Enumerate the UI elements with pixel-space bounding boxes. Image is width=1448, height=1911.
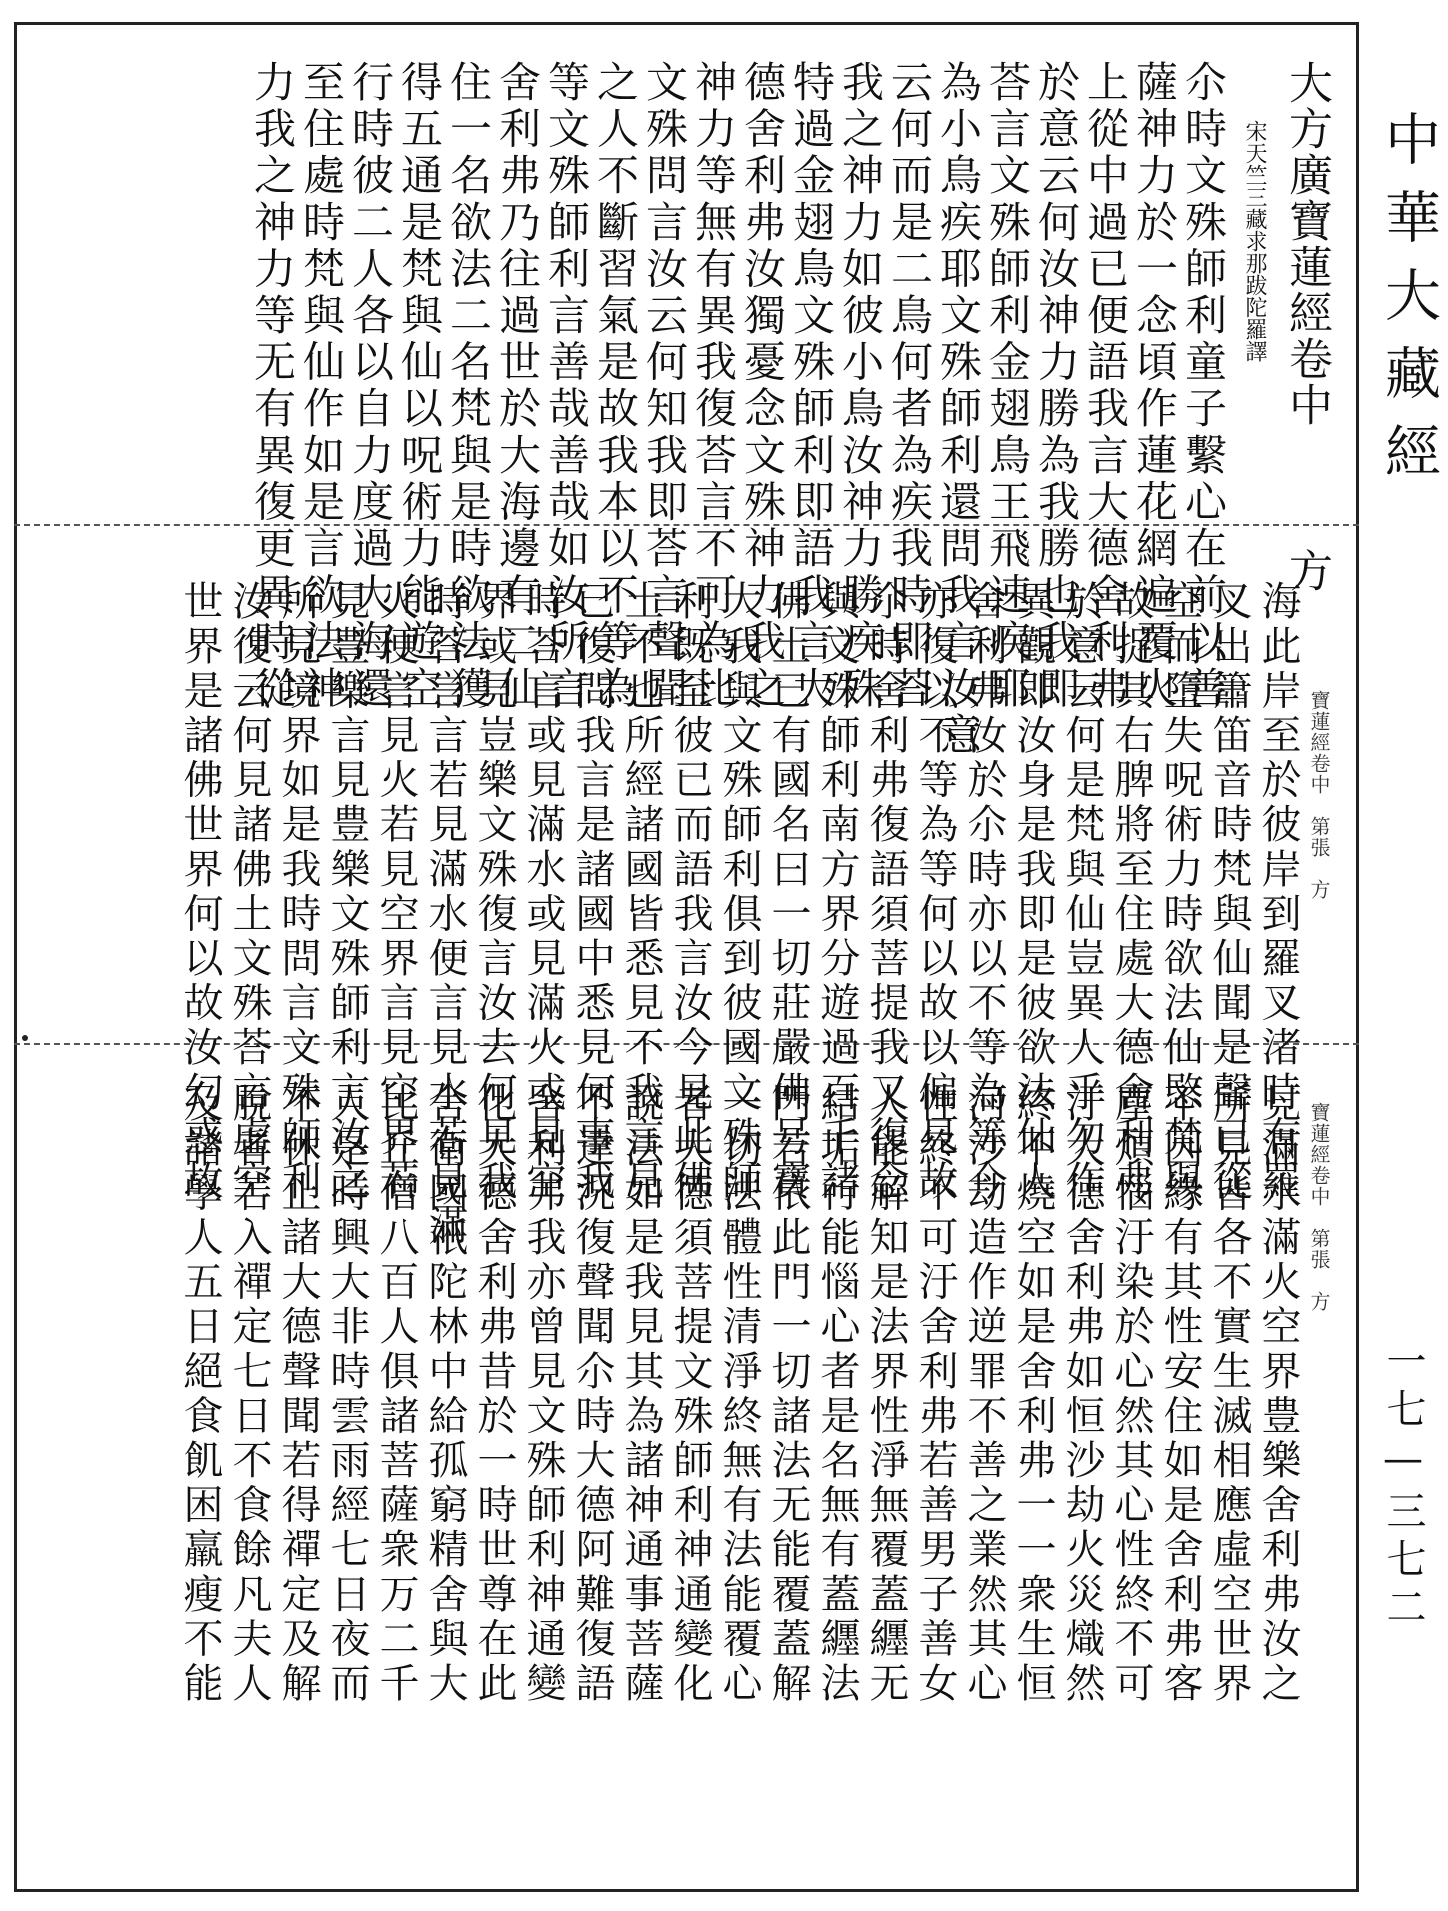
text-column: 至住處時梵與仙作如是言欲法神 bbox=[297, 60, 346, 713]
text-column: 上從中過已便語我言大德舍利弗 bbox=[1081, 60, 1130, 713]
text-column: 神力等無有異我復荅言不可為比 bbox=[689, 60, 738, 713]
text-column: 文殊問言汝云何知我即荅言聲聞 bbox=[640, 60, 689, 713]
sutra-title-tail: 方 bbox=[1281, 548, 1332, 594]
text-column: 所見皆各不實生滅相應虛空世界 bbox=[1206, 1082, 1252, 1707]
text-column: 說法如是我見其為諸神通事菩薩 bbox=[618, 1082, 664, 1707]
text-column: 舍衛國祇陀林中給孤窮精舍與大 bbox=[422, 1082, 468, 1707]
text-column: 德舍利弗汝獨憂念文殊神力我之 bbox=[738, 60, 787, 713]
text-column: 及諸學人五日絕食飢困羸瘦不能 bbox=[177, 1082, 223, 1707]
text-column: 亦復以不等為等何以故以偏見故 bbox=[912, 580, 958, 1205]
text-column: 見豊樂言見豊樂文殊師利言汝之 bbox=[324, 580, 370, 1205]
text-column: 與文殊師利南方界分遊過百千諸 bbox=[814, 580, 860, 1205]
text-column: 世界是諸佛世界何以故汝幻惑故 bbox=[177, 580, 223, 1205]
panel-3-margin-note: 寶蓮經卷中 第張 方 bbox=[1307, 1102, 1331, 1312]
text-column: 火便言見火若見空界言見空界若 bbox=[373, 580, 419, 1205]
text-column: 得五通是梵與仙以呪術力能遊空 bbox=[395, 60, 444, 713]
panel-2-margin-note: 寶蓮經卷中 第張 方 bbox=[1307, 690, 1331, 900]
text-column: 之人不斷習氣是故我本以不等為 bbox=[591, 60, 640, 713]
text-column: 住一名欲法二名梵與是時欲法獲 bbox=[444, 60, 493, 713]
panel-3-columns bbox=[177, 1082, 1330, 1872]
text-column: 比丘僧八百人俱諸菩薩衆万二千 bbox=[373, 1082, 419, 1707]
text-column: 一切法體性清淨終無有法能覆心 bbox=[716, 1082, 762, 1707]
collection-title: 中華大藏經 bbox=[1376, 110, 1441, 500]
text-column: 尒時舍利弗復語須菩提我又復念 bbox=[863, 580, 909, 1205]
text-column: 等文殊師利言善哉善哉如汝所言 bbox=[542, 60, 591, 713]
text-column: 所見境界如是我時問言文殊師利 bbox=[275, 580, 321, 1205]
text-column: 叉出簫笛音時梵與仙聞是聲已從 bbox=[1206, 580, 1252, 1205]
sutra-title: 大方廣寶蓮經卷中 bbox=[1281, 60, 1332, 428]
text-column: 界或見豈樂文殊復言汝去何見我 bbox=[471, 580, 517, 1205]
text-column: 利既至彼已而語我言汝今見此佛 bbox=[667, 580, 713, 1205]
text-column: 荅言文殊師利金翅鳥王飛速疾耶 bbox=[983, 60, 1032, 713]
text-column: 人能解知是法界性淨無覆蓋纒无 bbox=[863, 1082, 909, 1707]
text-column: 不達況復聲聞尒時大德阿難復語 bbox=[569, 1082, 615, 1707]
translator-credit: 宋天竺三藏求那跋陀羅譯 bbox=[1242, 120, 1267, 362]
text-column: 行時彼二人各以自力度過大海還 bbox=[346, 60, 395, 713]
text-column: 佛土已有國名曰一切莊嚴佛号寶 bbox=[765, 580, 811, 1205]
text-column: 塵煩惱汙染於心然其心性終不可 bbox=[1108, 1082, 1154, 1707]
ink-dot bbox=[22, 1035, 28, 1041]
text-column: 不因緣有其性安住如是舍利弗客 bbox=[1157, 1082, 1203, 1707]
text-column: 為小鳥疾耶文殊師利還問我言汝意 bbox=[934, 60, 983, 759]
text-column: 結垢行能惱心者是名無有蓋纒法 bbox=[814, 1082, 860, 1707]
text-column: 薩神力於一念頃作蓮花網遍覆火 bbox=[1130, 60, 1179, 713]
text-column: 者大德須菩提文殊師利神通變化 bbox=[667, 1082, 713, 1707]
text-column: 空而墮失呪術力時欲法仙愍梵與 bbox=[1157, 580, 1203, 1205]
panel-2 bbox=[40, 580, 1331, 1249]
text-column: 故捉其右脾將至住處大德舍利弗 bbox=[1108, 580, 1154, 1205]
text-column: 舍利弗乃往過世於大海邊有二仙 bbox=[493, 60, 542, 713]
text-column: 力我之神力等无有異復更異時從 bbox=[248, 60, 297, 713]
text-column: 見滿水滿火空界豊樂舍利弗汝之 bbox=[1255, 1082, 1301, 1707]
text-column: 汙大德舍利弗如恒沙劫火災熾然 bbox=[1059, 1082, 1105, 1707]
text-column: 特過金翅鳥文殊師利即語我言大 bbox=[787, 60, 836, 713]
text-column: 脫者若入禪定七日不食餘凡夫人 bbox=[226, 1082, 272, 1707]
panel-2-columns bbox=[177, 580, 1331, 1249]
text-column: 舍利弗我亦曾見文殊師利神通變 bbox=[520, 1082, 566, 1707]
translator-column bbox=[1230, 60, 1278, 515]
text-column: 我之神力如彼小鳥汝神力勝疾殊 bbox=[836, 60, 885, 713]
text-column: 性終不可汙舍利弗若善男子善女 bbox=[912, 1082, 958, 1707]
page-number: 一七—三七二 bbox=[1380, 1340, 1426, 1634]
text-column: 門若依此門一切諸法无能覆蓋解 bbox=[765, 1082, 811, 1707]
text-column: 終不燒空如是舍利弗一一衆生恒 bbox=[1010, 1082, 1056, 1707]
text-column: 舍利弗汝於尒時亦以不等為等今 bbox=[961, 580, 1007, 1205]
text-column: 異觀即汝身是我即是彼欲法仙人 bbox=[1010, 580, 1056, 1205]
text-column: 不休止諸大德聲聞若得禪定及解 bbox=[275, 1082, 321, 1707]
text-column: 海此岸至於彼岸到羅叉渚時有羅 bbox=[1255, 580, 1301, 1205]
text-column: 已復問我言是諸國中悉見何事我 bbox=[569, 580, 615, 1205]
panel-3 bbox=[40, 1082, 1330, 1872]
text-column: 時荅言或見滿水或見滿火或見空 bbox=[520, 580, 566, 1205]
text-column: 於意云何汝神力勝為我勝也我即 bbox=[1032, 60, 1081, 713]
text-column: 土不也所經諸國皆悉見不我言見 bbox=[618, 580, 664, 1205]
text-column: 於意云何是梵與仙豈異人乎勿作 bbox=[1059, 580, 1105, 1205]
text-column: 云何而是二鳥何者為疾我時即荅 bbox=[885, 60, 934, 713]
text-column: 化大德舍利弗昔於一時世尊在此 bbox=[471, 1082, 517, 1707]
text-column: 時荅言言若見滿水便言見水若見滿 bbox=[422, 580, 468, 1249]
text-column: 人是時興大非時雲雨經七日夜而 bbox=[324, 1082, 370, 1707]
text-column: 河沙劫造作逆罪不善之業然其心 bbox=[961, 1082, 1007, 1707]
text-column: 尒時文殊師利童子繫心在前以善 bbox=[1179, 60, 1228, 713]
panel-1 bbox=[40, 60, 1332, 759]
text-column: 大我與文殊師利俱到彼國文殊師 bbox=[716, 580, 762, 1205]
panel-1-columns bbox=[248, 60, 1332, 759]
sutra-title-column bbox=[1281, 60, 1332, 594]
text-column: 汝復云何見諸佛土文殊荅言虛空 bbox=[226, 580, 272, 1205]
